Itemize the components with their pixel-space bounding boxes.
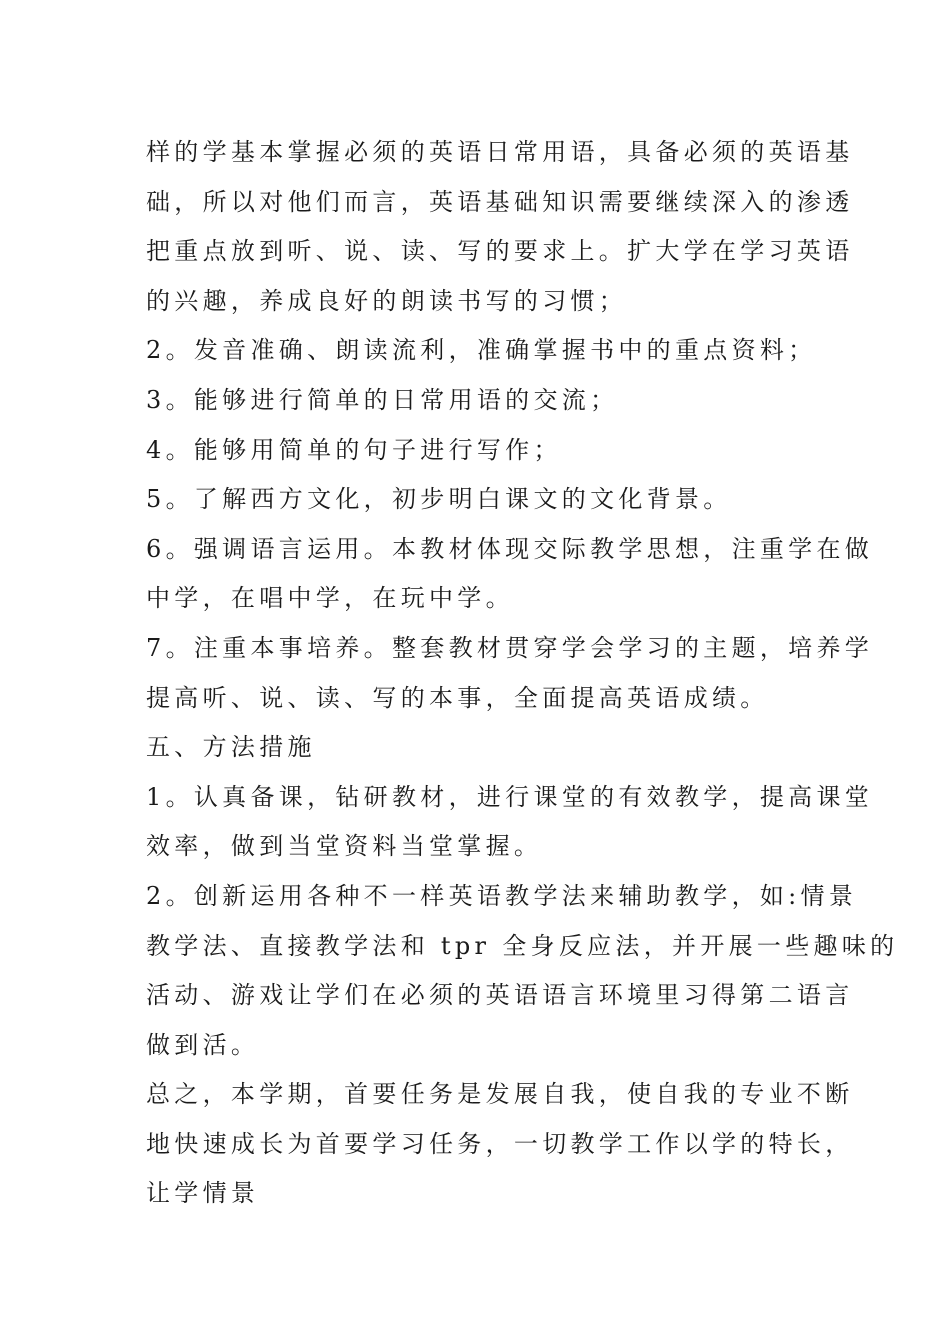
- section-heading: 五、方法措施: [146, 733, 316, 762]
- method-item-2: 2。创新运用各种不一样英语教学法来辅助教学，如:情景: [146, 881, 858, 910]
- text-line: 让学情景: [146, 1179, 260, 1208]
- text-line: 样的学基本掌握必须的英语日常用语，具备必须的英语基: [146, 138, 854, 166]
- text-line: 中学，在唱中学，在玩中学。: [146, 584, 514, 613]
- method-item-1: 1。认真备课，钻研教材，进行课堂的有效教学，提高课堂: [146, 782, 874, 811]
- list-item-3: 3。能够进行简单的日常用语的交流；: [146, 385, 619, 414]
- list-item-2: 2。发音准确、朗读流利，准确掌握书中的重点资料；: [146, 336, 817, 365]
- text-line: 的兴趣，养成良好的朗读书写的习惯；: [146, 286, 628, 315]
- text-line: 效率，做到当堂资料当堂掌握。: [146, 832, 543, 861]
- list-item-7: 7。注重本事培养。整套教材贯穿学会学习的主题，培养学: [146, 633, 874, 662]
- text-line: 活动、游戏让学们在必须的英语语言环境里习得第二语言: [146, 981, 854, 1010]
- text-line: 地快速成长为首要学习任务，一切教学工作以学的特长，: [146, 1129, 854, 1158]
- document-body: [146, 128, 899, 1219]
- text-line: 做到活。: [146, 1030, 260, 1059]
- text-line: 础，所以对他们而言，英语基础知识需要继续深入的渗透: [146, 187, 854, 216]
- list-item-4: 4。能够用简单的句子进行写作；: [146, 435, 562, 464]
- list-item-5: 5。了解西方文化，初步明白课文的文化背景。: [146, 485, 732, 514]
- text-line: 把重点放到听、说、读、写的要求上。扩大学在学习英语: [146, 237, 854, 266]
- text-line: 提高听、说、读、写的本事，全面提高英语成绩。: [146, 683, 769, 712]
- summary-paragraph: 总之，本学期，首要任务是发展自我，使自我的专业不断: [146, 1080, 854, 1109]
- list-item-6: 6。强调语言运用。本教材体现交际教学思想，注重学在做: [146, 534, 874, 563]
- text-line: 教学法、直接教学法和 tpr 全身反应法，并开展一些趣味的: [146, 931, 899, 960]
